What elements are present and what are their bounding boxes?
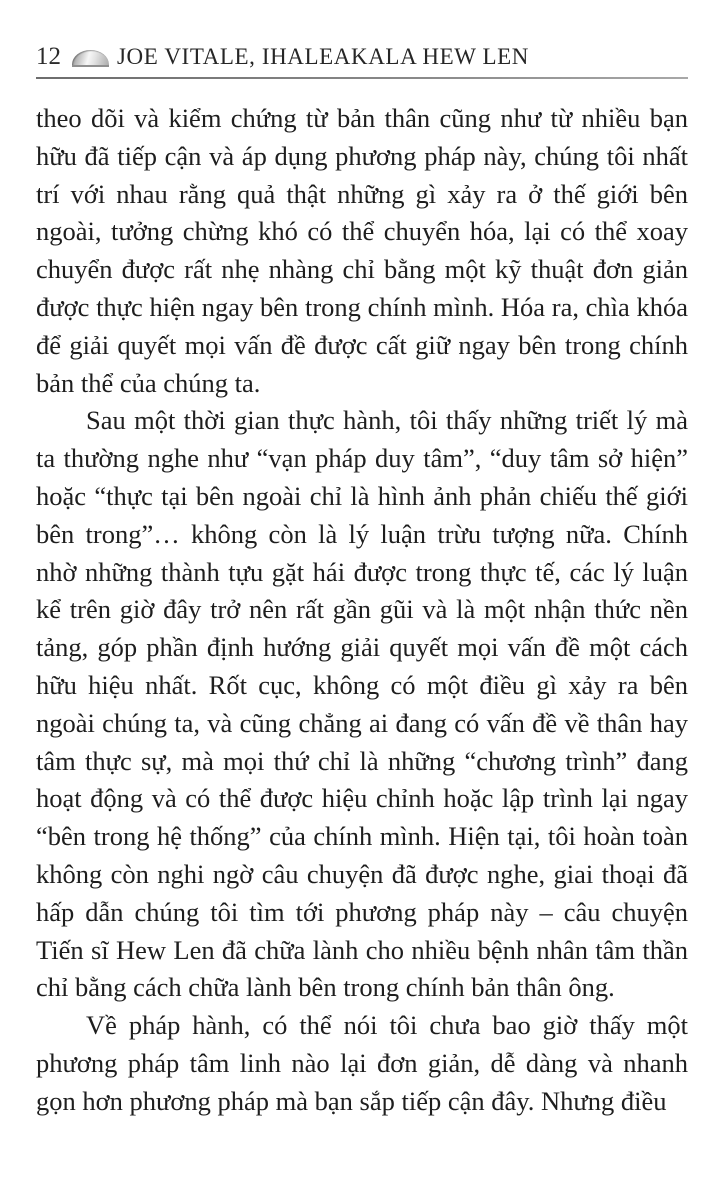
- page-header: [36, 42, 688, 70]
- running-head-authors: JOE VITALE, IHALEAKALA HEW LEN: [117, 44, 529, 69]
- dome-ornament-icon: [72, 50, 109, 67]
- header-rule: [36, 77, 688, 79]
- page-number: 12: [36, 43, 61, 70]
- paragraph: Sau một thời gian thực hành, tôi thấy những triết lý mà ta thường nghe như “vạn pháp duy tâm”, “duy tâm sở hiện” hoặc “thực tại bên ngoài chỉ là hình ảnh phản chiếu thế giới bên trong”… không còn là lý luận trừu tượng nữa. Chính nhờ những thành tựu gặt hái được trong thực tế, các lý luận kể trên giờ đây trở nên rất gần gũi và là một nhận thức nền tảng, góp phần định hướng giải quyết mọi vấn đề một cách hữu hiệu nhất. Rốt cục, không có một điều gì xảy ra bên ngoài chúng ta, và cũng chẳng ai đang có vấn đề về thân hay tâm thực sự, mà mọi thứ chỉ là những “chương trình” đang hoạt động và có thể được hiệu chỉnh hoặc lập trình lại ngay “bên trong hệ thống” của chính mình. Hiện tại, tôi hoàn toàn không còn nghi ngờ câu chuyện đã được nghe, giai thoại đã hấp dẫn chúng tôi tìm tới phương pháp này – câu chuyện Tiến sĩ Hew Len đã chữa lành cho nhiều bệnh nhân tâm thần chỉ bằng cách chữa lành bên trong chính bản thân ông.: [36, 405, 688, 1003]
- paragraph: Về pháp hành, có thể nói tôi chưa bao giờ thấy một phương pháp tâm linh nào lại đơn giản, dễ dàng và nhanh gọn hơn phương pháp mà bạn sắp tiếp cận đây. Nhưng điều: [36, 1010, 688, 1116]
- paragraph-continued: theo dõi và kiểm chứng từ bản thân cũng như từ nhiều bạn hữu đã tiếp cận và áp dụng phương pháp này, chúng tôi nhất trí với nhau rằng quả thật những gì xảy ra ở thế giới bên ngoài, tưởng chừng khó có thể chuyển hóa, lại có thể xoay chuyển được rất nhẹ nhàng chỉ bằng một kỹ thuật đơn giản được thực hiện ngay bên trong chính mình. Hóa ra, chìa khóa để giải quyết mọi vấn đề được cất giữ ngay bên trong chính bản thể của chúng ta.: [36, 103, 688, 398]
- body-text: [36, 100, 688, 1121]
